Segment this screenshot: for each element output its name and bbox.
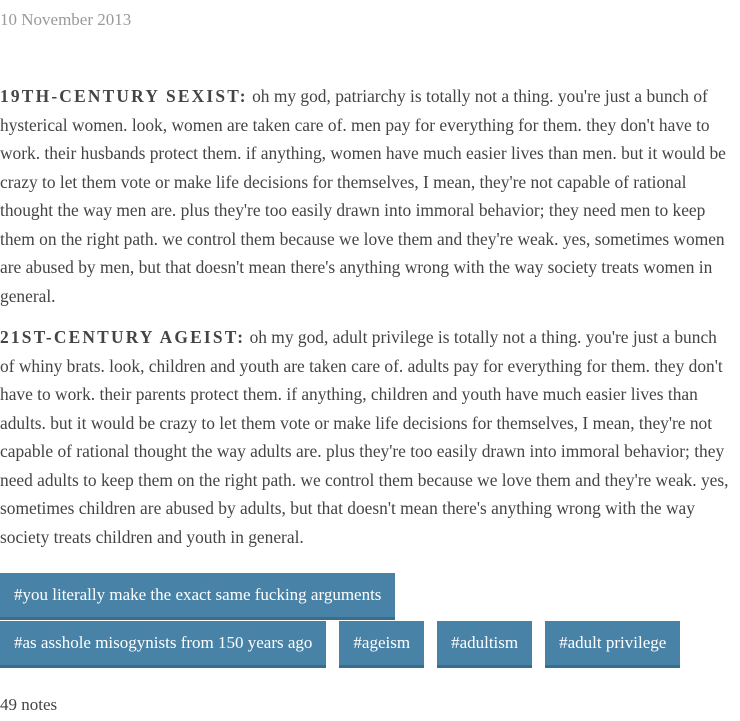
paragraph-sexist: [0, 82, 732, 310]
paragraph-text: oh my god, adult privilege is totally not a thing. you're just a bunch of whiny brats. look, children and youth are taken care of. adults pay for everything for them. they don't have to work. their parents protect them. if anything, children and youth have much easier lives than adults. but it would be crazy to let them vote or make life decisions for themselves, I mean, they're not capable of rational thought the way adults are. plus they're too easily drawn into immoral behavior; they need adults to keep them on the right path. we control them because we love them and they're weak. yes, sometimes children are abused by adults, but that doesn't mean there's anything wrong with the way society treats children and youth in general.: [0, 327, 729, 547]
tag-link[interactable]: #adultism: [437, 621, 532, 665]
notes-count[interactable]: 49 notes: [0, 695, 58, 714]
speaker-label: 19TH-CENTURY SEXIST:: [0, 86, 248, 106]
tag-list: [0, 573, 740, 666]
paragraph-text: oh my god, patriarchy is totally not a thing. you're just a bunch of hysterical women. look, women are taken care of. men pay for everything for them. they don't have to work. their husbands protect them. if anything, women have much easier lives than men. but it would be crazy to let them vote or make life decisions for themselves, I mean, they're not capable of rational thought the way men are. plus they're too easily drawn into immoral behavior; they need men to keep them on the right path. we control them because we love them and they're weak. yes, sometimes women are abused by men, but that doesn't mean there's anything wrong with the way society treats women in general.: [0, 86, 726, 306]
tag-link[interactable]: #adult privilege: [545, 621, 680, 665]
paragraph-ageist: [0, 323, 732, 551]
tag-link[interactable]: #as asshole misogynists from 150 years ago: [0, 621, 326, 665]
tag-row: [0, 621, 740, 665]
tag-row: [0, 573, 740, 620]
speaker-label: 21ST-CENTURY AGEIST:: [0, 327, 246, 347]
tag-link[interactable]: #ageism: [339, 621, 424, 665]
tag-link[interactable]: #you literally make the exact same fucking arguments: [0, 573, 395, 617]
post-body: [0, 82, 732, 564]
post-date[interactable]: 10 November 2013: [0, 10, 132, 29]
